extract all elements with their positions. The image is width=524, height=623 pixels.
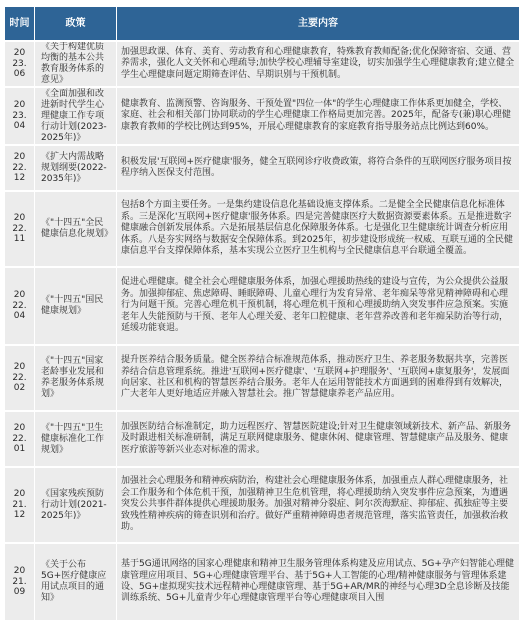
row-time-part: 20 (13, 566, 26, 577)
row-time-part: 22. (12, 162, 27, 173)
row-time-part: 21. (12, 499, 27, 510)
table-row (5, 267, 520, 345)
policy-table (4, 6, 520, 622)
row-content: 基于5G通讯网络的国家心理健康和精神卫生服务管理体系构建及应用试点、5G+孕产妇智能心理健康管理应用项目、5G+心理健康管理平台、基于5G+人工智能的心理/精神健康服务与管理体系建设、5G+虚拟现实技术远程精神心理健康管理、基于5G+AR/MR的神经与心理3D全息诊断及技能训练系统、5G+儿童青少年心理健康管理平台等心理健康项目入围 (117, 543, 520, 621)
row-policy: 《关于构建优质均衡的基本公共教育服务体系的意见》 (35, 41, 117, 87)
row-time-part: 20 (13, 423, 26, 434)
row-time (5, 345, 35, 411)
row-content: 加强社会心理服务和精神疾病防治，构建社会心理健康服务体系，加强重点人群心理健康服务，社会工作服务和个体危机干预，加强精神卫生危机管理，将心理援助纳入突发事件应急预案，为遭遇突发公共事件群体提供心理援助服务。加强对精神分裂症、阿尔茨海默症、抑郁症、孤独症等主要致残性精神疾病的筛查识别和治疗。做好严重精神障碍患者规范管理，落实监管责任，加强救治救助。 (117, 467, 520, 543)
row-time-part: 20 (13, 48, 26, 59)
row-policy: 《"十四五"国民健康规划》 (35, 267, 117, 345)
row-policy: 《"十四五"全民健康信息化规划》 (35, 191, 117, 267)
row-time-part: 23. (12, 110, 27, 121)
table-header-row (5, 7, 520, 42)
row-time-part: 23. (12, 58, 27, 69)
row-time (5, 41, 35, 87)
row-time-part: 20 (13, 213, 26, 224)
row-time-part: 20 (13, 290, 26, 301)
row-time (5, 87, 35, 145)
row-time-part: 20 (13, 489, 26, 500)
table-row (5, 345, 520, 411)
row-policy: 《全面加强和改进新时代学生心理健康工作专项行动计划(2023-2025年)》 (35, 87, 117, 145)
row-time-part: 02 (13, 383, 26, 394)
table-body (5, 41, 520, 621)
row-policy: 《"十四五"卫生健康标准化工作规划》 (35, 411, 117, 467)
table-row (5, 467, 520, 543)
table-row (5, 191, 520, 267)
row-content: 加强医防结合标准制定，助力远程医疗、智慧医院建设;针对卫生健康领域新技术、新产品、新服务及时跟进相关标准研制，满足互联网健康服务、健康休闲、健康管理、智慧健康产品及服务、健康医疗旅游等新兴业态对标准的需求。 (117, 411, 520, 467)
row-time-part: 20 (13, 362, 26, 373)
row-time (5, 191, 35, 267)
row-time (5, 267, 35, 345)
row-time-part: 09 (13, 587, 26, 598)
row-policy: 《扩大内需战略规划纲要(2022-2035年)》 (35, 145, 117, 191)
row-time-part: 20 (13, 152, 26, 163)
row-time-part: 22. (12, 223, 27, 234)
table-row (5, 145, 520, 191)
row-time-part: 12 (13, 510, 26, 521)
row-time-part: 20 (13, 100, 26, 111)
row-content: 加强思政课、体育、美育、劳动教育和心理健康教育，特殊教育教师配备;优化保障寄宿、交通、营养需求，强化人文关怀和心理疏导;加快学校心理辅导室建设，切实加强学生心理健康教育;建立健全学生心理健康问题定期筛查评估、早期识别与干预机制。 (117, 41, 520, 87)
row-time-part: 22. (12, 300, 27, 311)
row-policy: 《关于公布5G+医疗健康应用试点项目的通知》 (35, 543, 117, 621)
row-time (5, 543, 35, 621)
row-time-part: 11 (13, 234, 26, 245)
table-row (5, 543, 520, 621)
header-content: 主要内容 (117, 7, 520, 42)
row-policy: 《国家残疾预防行动计划(2021-2025年)》 (35, 467, 117, 543)
table-row (5, 87, 520, 145)
row-time (5, 411, 35, 467)
row-time (5, 145, 35, 191)
row-time-part: 21. (12, 576, 27, 587)
row-time-part: 01 (13, 444, 26, 455)
row-time (5, 467, 35, 543)
row-time-part: 22. (12, 433, 27, 444)
row-time-part: 06 (13, 69, 26, 80)
row-time-part: 12 (13, 173, 26, 184)
row-content: 包括8个方面主要任务。一是集约建设信息化基础设施支撑体系。二是健全全民健康信息化标准体系。三是深化'互联网+医疗健康'服务体系。四是完善健康医疗大数据资源要素体系。五是推进数字健康融合创新发展体系。六是拓展基层信息化保障服务体系。七是强化卫生健康统计调查分析应用体系。八是夯实网络与数据安全保障体系。到2025年，初步建设形成统一权威、互联互通的全民健康信息平台支撑保障体系，基本实现公立医疗卫生机构与全民健康信息平台联通全覆盖。 (117, 191, 520, 267)
table-row (5, 41, 520, 87)
row-time-part: 04 (13, 121, 26, 132)
row-content: 健康教育、监测预警、咨询服务、干预处置"四位一体"的学生心理健康工作体系更加健全，学校、家庭、社会和相关部门协同联动的学生心理健康工作格局更加完善。2025年，配备专(兼)职心理健康教育教师的学校比例达到95%，开展心理健康教育的家庭教育指导服务站点比例达到60%。 (117, 87, 520, 145)
row-policy: 《"十四五"国家老龄事业发展和养老服务体系规划》 (35, 345, 117, 411)
table-row (5, 411, 520, 467)
row-time-part: 04 (13, 311, 26, 322)
row-time-part: 22. (12, 372, 27, 383)
row-content: 积极发展'互联网+医疗健康'服务，健全互联网诊疗收费政策，将符合条件的互联网医疗服务项目按程序纳入医保支付范围。 (117, 145, 520, 191)
header-time: 时间 (5, 7, 35, 42)
header-policy: 政策 (35, 7, 117, 42)
row-content: 提升医养结合服务质量。健全医养结合标准规范体系，推动医疗卫生、养老服务数据共享，完善医养结合信息管理系统。推进'互联网+医疗健康'、'互联网+护理服务'、'互联网+康复服务'，发展面向居家、社区和机构的智慧医养结合服务。老年人在运用智能技术方面遇到的困难得到有效解决，广大老年人更好地适应并融入智慧社会。推广智慧健康养老产品应用。 (117, 345, 520, 411)
row-content: 促进心理健康。健全社会心理健康服务体系，加强心理援助热线的建设与宣传，为公众提供公益服务。加强抑郁症、焦虑障碍、睡眠障碍、儿童心理行为发育异常、老年痴呆等常见精神障碍和心理行为问题干预。完善心理危机干预机制，将心理危机干预和心理援助纳入突发事件应急预案。实施老年人失能预防与干预、老年人心理关爱、老年口腔健康、老年营养改善和老年痴呆防治等行动，延缓功能衰退。 (117, 267, 520, 345)
